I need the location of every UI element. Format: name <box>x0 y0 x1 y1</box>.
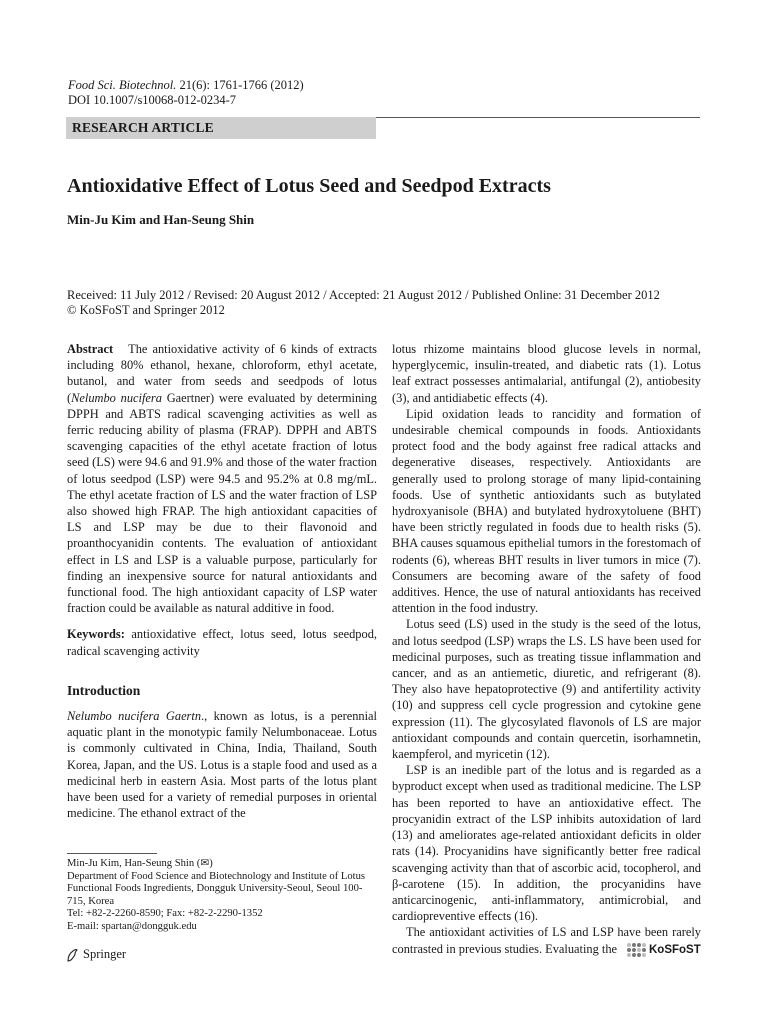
copyright-line: © KoSFoST and Springer 2012 <box>67 303 225 317</box>
publication-history <box>67 288 707 318</box>
envelope-icon: ✉ <box>200 858 210 869</box>
intro-species: Nelumbo nucifera Gaertn <box>67 709 202 724</box>
abstract-text-1: The antioxidative activity of 6 kinds of extracts including 80% ethanol, hexane, chloroform, ethyl acetate, butanol, and water from seeds and seedpods of lotus ( <box>67 342 377 405</box>
introduction-heading: Introduction <box>67 682 141 698</box>
left-column <box>67 341 377 821</box>
author-affiliation <box>67 858 377 933</box>
keywords-text: antioxidative effect, lotus seed, lotus seedpod, radical scavenging activity <box>67 627 377 658</box>
kosfost-dots-icon <box>627 943 646 957</box>
footnote-rule <box>67 853 157 854</box>
journal-name: Food Sci. Biotechnol. <box>68 78 177 92</box>
abstract-label: Abstract <box>67 342 114 356</box>
springer-horse-icon <box>66 948 79 962</box>
paper-title: Antioxidative Effect of Lotus Seed and Seedpod Extracts <box>67 175 551 197</box>
abstract-text-2: Gaertner) were evaluated by determining DPPH and ABTS radical scavenging activities as well as ferric reducing ability of plasma (FRAP). DPPH and ABTS scavenging capacities of the ethyl acetate fraction of lotus seed (LS) were 94.6 and 91.9% and those of the water fraction of lotus seedpod (LSP) were 94.5 and 95.2% at 0.8 mg/mL. The ethyl acetate fraction of LS and the water fraction of LSP also showed high FRAP. The high antioxidant capacities of LS and LSP may be due to their flavonoid and proanthocyanidin contents. The evaluation of antioxidant effect in LS and LSP is a valuable purpose, particularly for finding an inexpensive source for natural antioxidants and functional food. The high antioxidant capacity of LSP water fraction could be available as natural additive in food. <box>67 390 378 616</box>
abstract <box>67 341 377 616</box>
springer-logo <box>66 947 126 962</box>
springer-label: Springer <box>83 947 127 961</box>
keywords-label: Keywords: <box>67 627 125 642</box>
right-paragraph: Lipid oxidation leads to rancidity and formation of undesirable chemical compounds in foods. Antioxidants protect food and the body against free radical attacks and degenerative diseases, respectively. Antioxidants are generally used to prolong storage of many lipid-containing foods. Use of synthetic antioxidants such as butylated hydroxyanisole (BHA) and butylated hydroxytoluene (BHT) have been strictly regulated in foods due to health risks (5). BHA causes squamous epithelial tumors in the forestomach of rodents (6), whereas BHT results in liver tumors in mice (7). Consumers are becoming aware of the safety of food additives. Hence, the use of natural antioxidants has received attention in the food industry. <box>392 406 702 616</box>
keywords <box>67 626 377 658</box>
author-list: Min-Ju Kim and Han-Seung Shin <box>67 212 255 227</box>
introduction-paragraph <box>67 708 377 821</box>
volume-pages: 21(6): 1761-1766 (2012) <box>176 78 304 92</box>
right-paragraph: The antioxidant activities of LS and LSP have been rarely contrasted in previous studies. Evaluating the <box>392 925 701 956</box>
kosfost-label: KoSFoST <box>649 944 701 956</box>
intro-text: ., known as lotus, is a perennial aquatic plant in the monotypic family Nelumbonaceae. Lotus is commonly cultivated in China, India, Thailand, South Korea, Japan, and the US. Lotus is a staple food and used as a medicinal herb in eastern Asia. Most parts of the lotus plant have been used for a variety of remedial purposes in oriental medicine. The ethanol extract of the <box>67 709 377 821</box>
right-paragraph: lotus rhizome maintains blood glucose levels in normal, hyperglycemic, insulin-treated, and diabetic rats (1). Lotus leaf extract possesses antimalarial, antifungal (2), antiobesity (3), and antidiabetic effects (4). <box>392 342 701 405</box>
kosfost-logo <box>627 943 701 957</box>
right-column <box>392 341 701 957</box>
affiliation-department: Department of Food Science and Biotechnology and Institute of Lotus Functional Foods Ingredients, Dongguk University-Seoul, Seoul 100-715, Korea <box>67 870 366 907</box>
right-paragraph: Lotus seed (LS) used in the study is the seed of the lotus, and lotus seedpod (LSP) wraps the LS. LS have been used for medicinal purposes, such as treating tissue inflammation and cancer, and as an antiemetic, diuretic, and refrigerant (8). They also have hepatoprotective (9) and antifertility activity (10) and suppress cell cycle progression and cytokine gene expression (11). The glycosylated flavonols of LS are major antioxidant compounds and contain quercetin, isorhamnetin, kaempferol, and myricetin (12). <box>392 617 701 762</box>
right-paragraph: LSP is an inedible part of the lotus and is regarded as a byproduct except when used as traditional medicine. The LSP has been reported to have an antioxidative effect. The procyanidin extract of the LSP inhibits autoxidation of lard (13) and ameliorates age-related antioxidant deficits in older rats (14). Procyanidins have significantly better free radical scavenging activity than that of ascorbic acid, tocopherol, and β-carotene (15). In addition, the procyanidins have anticarcinogenic, anti-inflammatory, antimicrobial, and cardiopreventive effects (16). <box>392 763 701 924</box>
article-type-banner: RESEARCH ARTICLE <box>66 117 376 139</box>
affiliation-close: ) <box>209 858 213 869</box>
doi: DOI 10.1007/s10068-012-0234-7 <box>68 93 237 107</box>
dates-line: Received: 11 July 2012 / Revised: 20 August 2012 / Accepted: 21 August 2012 / Published Online: 31 December 2012 <box>67 288 660 302</box>
journal-citation <box>68 78 304 93</box>
affiliation-email: E-mail: spartan@dongguk.edu <box>67 920 197 932</box>
abstract-species: Nelumbo nucifera <box>71 390 162 405</box>
affiliation-phone: Tel: +82-2-2260-8590; Fax: +82-2-2290-1352 <box>67 908 263 919</box>
corresponding-authors <box>67 858 377 871</box>
affiliation-names: Min-Ju Kim, Han-Seung Shin ( <box>67 858 201 869</box>
